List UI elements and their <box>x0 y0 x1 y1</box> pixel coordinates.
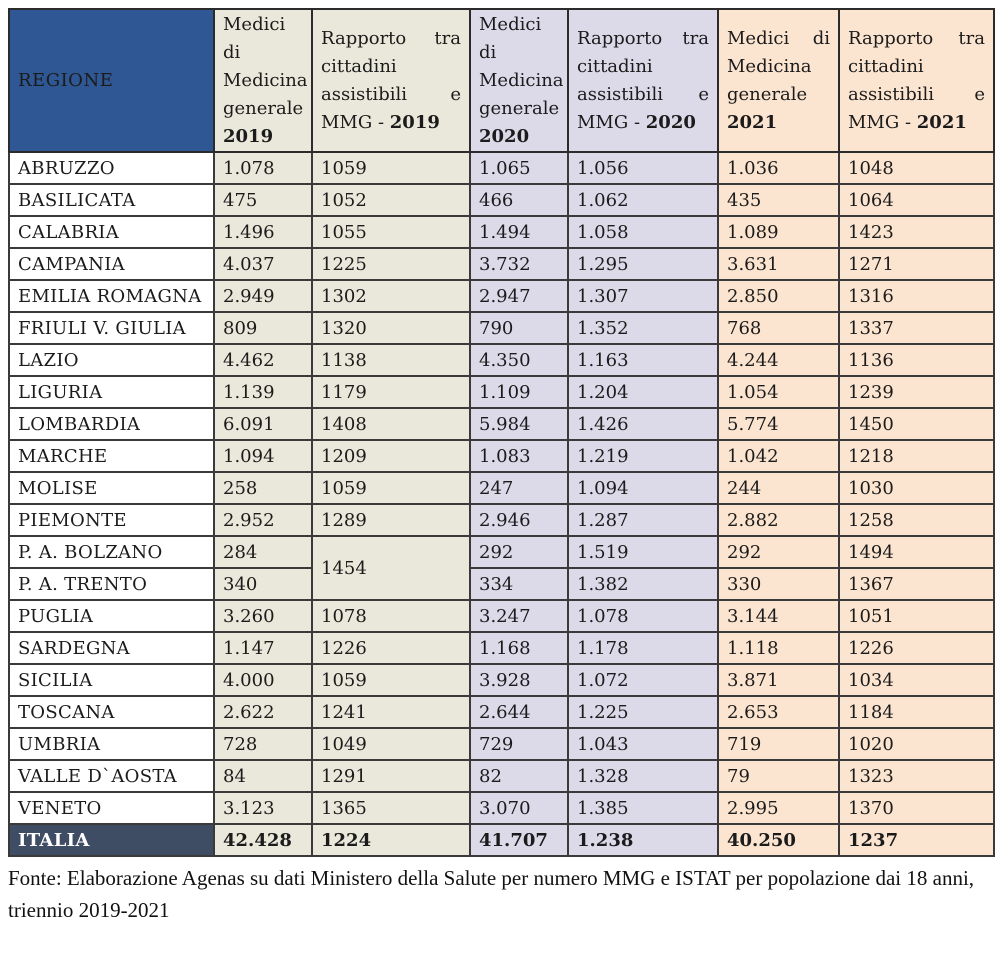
mmg-2021-cell: 244 <box>718 472 839 504</box>
ratio-2021-cell: 1316 <box>839 280 994 312</box>
region-cell: PUGLIA <box>9 600 214 632</box>
table-body <box>9 152 994 824</box>
mmg-2021-cell: 768 <box>718 312 839 344</box>
region-cell: LIGURIA <box>9 376 214 408</box>
total-mmg-2020-cell: 41.707 <box>470 824 568 856</box>
ratio-2021-cell: 1239 <box>839 376 994 408</box>
mmg-2019-cell: 3.123 <box>214 792 312 824</box>
col-header-ratio-2019 <box>312 9 470 152</box>
ratio-2019-cell: 1225 <box>312 248 470 280</box>
mmg-2021-cell: 3.871 <box>718 664 839 696</box>
ratio-2021-cell: 1258 <box>839 504 994 536</box>
ratio-2019-cell: 1059 <box>312 664 470 696</box>
table-row <box>9 216 994 248</box>
table-row <box>9 472 994 504</box>
region-cell: SICILIA <box>9 664 214 696</box>
mmg-2019-cell: 728 <box>214 728 312 760</box>
ratio-2019-cell: 1289 <box>312 504 470 536</box>
region-cell: MOLISE <box>9 472 214 504</box>
region-cell: P. A. TRENTO <box>9 568 214 600</box>
mmg-2020-cell: 790 <box>470 312 568 344</box>
mmg-2021-cell: 3.631 <box>718 248 839 280</box>
region-cell: EMILIA ROMAGNA <box>9 280 214 312</box>
ratio-2021-cell: 1323 <box>839 760 994 792</box>
table-row <box>9 760 994 792</box>
ratio-2021-cell: 1367 <box>839 568 994 600</box>
ratio-2021-cell: 1226 <box>839 632 994 664</box>
mmg-2019-cell: 1.496 <box>214 216 312 248</box>
mmg-2019-cell: 4.462 <box>214 344 312 376</box>
mmg-2019-cell: 4.037 <box>214 248 312 280</box>
mmg-2019-cell: 1.078 <box>214 152 312 184</box>
region-cell: VALLE D`AOSTA <box>9 760 214 792</box>
mmg-2020-cell: 1.083 <box>470 440 568 472</box>
mmg-2020-cell: 2.644 <box>470 696 568 728</box>
mmg-2020-cell: 1.065 <box>470 152 568 184</box>
mmg-2019-cell: 284 <box>214 536 312 568</box>
mmg-2021-cell: 2.882 <box>718 504 839 536</box>
mmg-2021-cell: 1.054 <box>718 376 839 408</box>
region-cell: UMBRIA <box>9 728 214 760</box>
table-row <box>9 440 994 472</box>
mmg-2021-cell: 292 <box>718 536 839 568</box>
ratio-2020-cell: 1.385 <box>568 792 718 824</box>
col-header-text: Medici di Medicina generale <box>223 14 308 119</box>
mmg-2019-cell: 1.147 <box>214 632 312 664</box>
mmg-2020-cell: 1.494 <box>470 216 568 248</box>
table-row <box>9 184 994 216</box>
total-region-cell: ITALIA <box>9 824 214 856</box>
mmg-2019-cell: 258 <box>214 472 312 504</box>
ratio-2021-cell: 1064 <box>839 184 994 216</box>
ratio-2021-cell: 1048 <box>839 152 994 184</box>
ratio-2021-cell: 1218 <box>839 440 994 472</box>
mmg-2019-cell: 475 <box>214 184 312 216</box>
mmg-2020-cell: 5.984 <box>470 408 568 440</box>
table-row <box>9 792 994 824</box>
table-header <box>9 9 994 152</box>
region-cell: ABRUZZO <box>9 152 214 184</box>
mmg-2019-cell: 2.622 <box>214 696 312 728</box>
ratio-2021-cell: 1494 <box>839 536 994 568</box>
mmg-2020-cell: 3.070 <box>470 792 568 824</box>
mmg-2021-cell: 4.244 <box>718 344 839 376</box>
mmg-2021-cell: 330 <box>718 568 839 600</box>
mmg-2021-cell: 719 <box>718 728 839 760</box>
region-cell: CALABRIA <box>9 216 214 248</box>
ratio-2020-cell: 1.163 <box>568 344 718 376</box>
ratio-2020-cell: 1.072 <box>568 664 718 696</box>
ratio-2019-cell: 1059 <box>312 152 470 184</box>
region-cell: P. A. BOLZANO <box>9 536 214 568</box>
ratio-2019-cell: 1302 <box>312 280 470 312</box>
region-cell: SARDEGNA <box>9 632 214 664</box>
col-header-text: Rapporto tra cittadini assistibili e MMG - <box>321 27 461 133</box>
ratio-2019-cell: 1059 <box>312 472 470 504</box>
mmg-2021-cell: 3.144 <box>718 600 839 632</box>
table-total <box>9 824 994 856</box>
mmg-2020-cell: 3.247 <box>470 600 568 632</box>
total-ratio-2021-cell: 1237 <box>839 824 994 856</box>
mmg-2020-cell: 4.350 <box>470 344 568 376</box>
ratio-2019-cell: 1078 <box>312 600 470 632</box>
ratio-2019-cell: 1055 <box>312 216 470 248</box>
mmg-table <box>8 8 995 857</box>
table-row <box>9 632 994 664</box>
ratio-2021-cell: 1271 <box>839 248 994 280</box>
ratio-2020-cell: 1.295 <box>568 248 718 280</box>
mmg-2020-cell: 3.732 <box>470 248 568 280</box>
region-cell: PIEMONTE <box>9 504 214 536</box>
mmg-2020-cell: 292 <box>470 536 568 568</box>
table-row <box>9 152 994 184</box>
ratio-2020-cell: 1.043 <box>568 728 718 760</box>
region-cell: BASILICATA <box>9 184 214 216</box>
mmg-2021-cell: 5.774 <box>718 408 839 440</box>
ratio-2020-cell: 1.078 <box>568 600 718 632</box>
mmg-2019-cell: 809 <box>214 312 312 344</box>
mmg-2021-cell: 2.995 <box>718 792 839 824</box>
ratio-2019-cell: 1138 <box>312 344 470 376</box>
mmg-2019-cell: 4.000 <box>214 664 312 696</box>
ratio-2019-cell: 1179 <box>312 376 470 408</box>
mmg-2019-cell: 3.260 <box>214 600 312 632</box>
col-header-text: Medici di Medicina generale <box>479 14 564 119</box>
ratio-2020-cell: 1.062 <box>568 184 718 216</box>
table-row <box>9 600 994 632</box>
mmg-2020-cell: 1.109 <box>470 376 568 408</box>
ratio-2020-cell: 1.058 <box>568 216 718 248</box>
mmg-2021-cell: 435 <box>718 184 839 216</box>
mmg-2021-cell: 1.042 <box>718 440 839 472</box>
ratio-2021-cell: 1051 <box>839 600 994 632</box>
table-row <box>9 568 994 600</box>
mmg-2020-cell: 1.168 <box>470 632 568 664</box>
ratio-2019-cell: 1052 <box>312 184 470 216</box>
ratio-2020-cell: 1.426 <box>568 408 718 440</box>
col-header-year: 2021 <box>727 111 778 133</box>
ratio-2021-cell: 1450 <box>839 408 994 440</box>
mmg-2019-cell: 2.952 <box>214 504 312 536</box>
ratio-2020-cell: 1.307 <box>568 280 718 312</box>
table-row <box>9 408 994 440</box>
ratio-2020-cell: 1.219 <box>568 440 718 472</box>
col-header-mmg-2019 <box>214 9 312 152</box>
ratio-2021-cell: 1030 <box>839 472 994 504</box>
total-mmg-2019-cell: 42.428 <box>214 824 312 856</box>
col-header-ratio-2020 <box>568 9 718 152</box>
mmg-2020-cell: 247 <box>470 472 568 504</box>
mmg-2021-cell: 1.036 <box>718 152 839 184</box>
ratio-2021-cell: 1136 <box>839 344 994 376</box>
ratio-2019-cell: 1320 <box>312 312 470 344</box>
ratio-2019-cell: 1209 <box>312 440 470 472</box>
ratio-2020-cell: 1.056 <box>568 152 718 184</box>
mmg-2020-cell: 334 <box>470 568 568 600</box>
mmg-2019-cell: 2.949 <box>214 280 312 312</box>
col-header-year: 2021 <box>916 111 967 133</box>
total-mmg-2021-cell: 40.250 <box>718 824 839 856</box>
mmg-2019-cell: 1.139 <box>214 376 312 408</box>
ratio-2020-cell: 1.519 <box>568 536 718 568</box>
table-row <box>9 248 994 280</box>
mmg-2020-cell: 729 <box>470 728 568 760</box>
ratio-2019-cell: 1365 <box>312 792 470 824</box>
table-row <box>9 696 994 728</box>
mmg-2019-cell: 84 <box>214 760 312 792</box>
col-header-year: 2019 <box>389 111 440 133</box>
total-ratio-2019-cell: 1224 <box>312 824 470 856</box>
region-cell: MARCHE <box>9 440 214 472</box>
region-cell: LAZIO <box>9 344 214 376</box>
col-header-text: Medici di Medicina generale <box>727 27 830 105</box>
region-cell: TOSCANA <box>9 696 214 728</box>
table-row <box>9 312 994 344</box>
col-header-regione: REGIONE <box>9 9 214 152</box>
ratio-2019-cell: 1408 <box>312 408 470 440</box>
region-cell: LOMBARDIA <box>9 408 214 440</box>
col-header-ratio-2021 <box>839 9 994 152</box>
ratio-2021-cell: 1337 <box>839 312 994 344</box>
col-header-text: Rapporto tra cittadini assistibili e MMG - <box>577 27 709 133</box>
mmg-2020-cell: 466 <box>470 184 568 216</box>
mmg-2021-cell: 1.118 <box>718 632 839 664</box>
ratio-2020-cell: 1.178 <box>568 632 718 664</box>
ratio-2021-cell: 1423 <box>839 216 994 248</box>
region-cell: VENETO <box>9 792 214 824</box>
ratio-2019-cell: 1226 <box>312 632 470 664</box>
mmg-2020-cell: 2.947 <box>470 280 568 312</box>
ratio-2019-cell: 1454 <box>312 536 470 600</box>
table-row <box>9 664 994 696</box>
ratio-2020-cell: 1.204 <box>568 376 718 408</box>
table-row <box>9 376 994 408</box>
table-row <box>9 344 994 376</box>
ratio-2019-cell: 1241 <box>312 696 470 728</box>
ratio-2020-cell: 1.287 <box>568 504 718 536</box>
col-header-year: 2020 <box>645 111 696 133</box>
mmg-2019-cell: 340 <box>214 568 312 600</box>
ratio-2021-cell: 1370 <box>839 792 994 824</box>
table-row <box>9 504 994 536</box>
ratio-2020-cell: 1.352 <box>568 312 718 344</box>
mmg-2021-cell: 2.653 <box>718 696 839 728</box>
table-row <box>9 280 994 312</box>
col-header-mmg-2021 <box>718 9 839 152</box>
total-row <box>9 824 994 856</box>
region-cell: CAMPANIA <box>9 248 214 280</box>
col-header-mmg-2020 <box>470 9 568 152</box>
region-cell: FRIULI V. GIULIA <box>9 312 214 344</box>
ratio-2021-cell: 1034 <box>839 664 994 696</box>
mmg-2020-cell: 82 <box>470 760 568 792</box>
ratio-2020-cell: 1.328 <box>568 760 718 792</box>
col-header-year: 2019 <box>223 125 274 147</box>
source-note: Fonte: Elaborazione Agenas su dati Ministero della Salute per numero MMG e ISTAT per popolazione dai 18 anni, triennio 2019-2021 <box>8 866 975 922</box>
ratio-2020-cell: 1.094 <box>568 472 718 504</box>
total-ratio-2020-cell: 1.238 <box>568 824 718 856</box>
mmg-2020-cell: 3.928 <box>470 664 568 696</box>
mmg-2019-cell: 6.091 <box>214 408 312 440</box>
ratio-2019-cell: 1291 <box>312 760 470 792</box>
header-row <box>9 9 994 152</box>
ratio-2021-cell: 1020 <box>839 728 994 760</box>
table-row <box>9 536 994 568</box>
ratio-2021-cell: 1184 <box>839 696 994 728</box>
mmg-2021-cell: 2.850 <box>718 280 839 312</box>
ratio-2019-cell: 1049 <box>312 728 470 760</box>
table-row <box>9 728 994 760</box>
mmg-2021-cell: 79 <box>718 760 839 792</box>
mmg-2019-cell: 1.094 <box>214 440 312 472</box>
ratio-2020-cell: 1.382 <box>568 568 718 600</box>
mmg-2021-cell: 1.089 <box>718 216 839 248</box>
col-header-year: 2020 <box>479 125 530 147</box>
col-header-text: Rapporto tra cittadini assistibili e MMG - <box>848 27 985 133</box>
mmg-2020-cell: 2.946 <box>470 504 568 536</box>
ratio-2020-cell: 1.225 <box>568 696 718 728</box>
